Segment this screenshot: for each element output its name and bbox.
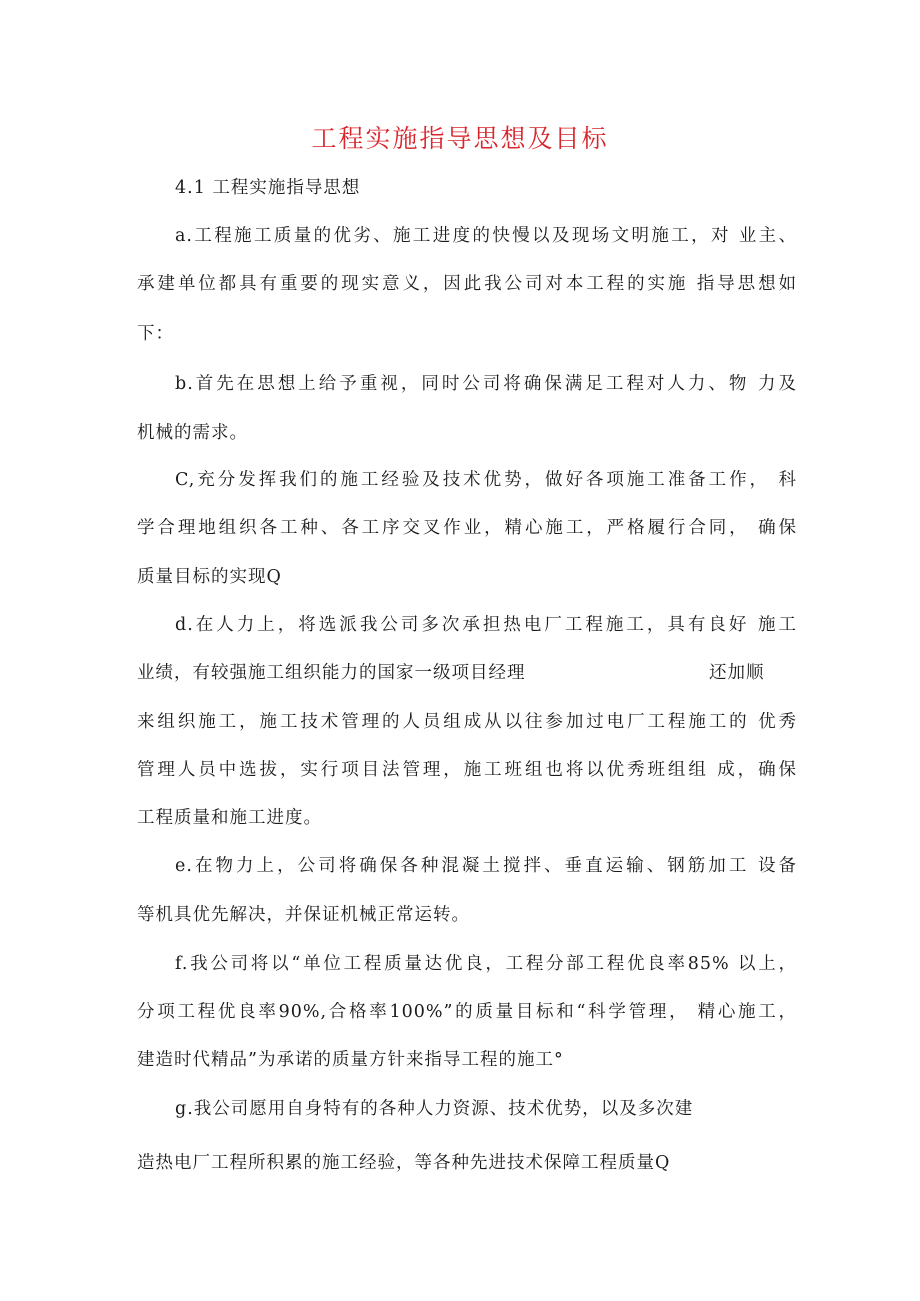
paragraph-c-line-2: 学合理地组织各工种、各工序交叉作业，精心施工，严格履行合同， 确保 <box>137 518 797 538</box>
paragraph-a-line-3: 下： <box>137 324 174 344</box>
document-title: 工程实施指导思想及目标 <box>311 124 609 153</box>
paragraph-d-line-2-right: 还加顺 <box>709 663 765 683</box>
paragraph-a-line-2: 承建单位都具有重要的现实意义，因此我公司对本工程的实施 指导思想如 <box>137 274 797 294</box>
section-heading: 4.1 工程实施指导思想 <box>175 178 361 198</box>
paragraph-c-line-3: 质量目标的实现Q <box>137 567 282 587</box>
paragraph-g-line-1: g.我公司愿用自身特有的各种人力资源、技术优势，以及多次建 <box>175 1099 694 1119</box>
paragraph-g-line-2: 造热电厂工程所积累的施工经验，等各种先进技术保障工程质量Q <box>137 1153 671 1173</box>
paragraph-f-line-3: 建造时代精品”为承诺的质量方针来指导工程的施工° <box>137 1050 564 1070</box>
paragraph-d-line-4: 管理人员中选拔，实行项目法管理，施工班组也将以优秀班组组 成，确保 <box>137 760 797 780</box>
paragraph-b-line-2: 机械的需求。 <box>137 423 248 443</box>
paragraph-b-line-1: b.首先在思想上给予重视，同时公司将确保满足工程对人力、物 力及 <box>175 374 797 394</box>
paragraph-d-line-1: d.在人力上，将选派我公司多次承担热电厂工程施工，具有良好 施工 <box>175 615 797 635</box>
paragraph-d-line-5: 工程质量和施工进度。 <box>137 808 322 828</box>
paragraph-e-line-2: 等机具优先解决，并保证机械正常运转。 <box>137 905 470 925</box>
paragraph-d-line-3: 来组织施工，施工技术管理的人员组成从以往参加过电厂工程施工的 优秀 <box>137 712 797 732</box>
paragraph-a-line-1: a.工程施工质量的优劣、施工进度的快慢以及现场文明施工，对 业主、 <box>175 226 797 246</box>
paragraph-f-line-1: f.我公司将以“单位工程质量达优良，工程分部工程优良率85% 以上， <box>175 954 797 974</box>
paragraph-f-line-2: 分项工程优良率90%,合格率100%”的质量目标和“科学管理， 精心施工， <box>137 1002 797 1022</box>
paragraph-e-line-1: e.在物力上，公司将确保各种混凝土搅拌、垂直运输、钢筋加工 设备 <box>175 856 797 876</box>
paragraph-d-line-2: 业绩，有较强施工组织能力的国家一级项目经理 <box>137 663 526 683</box>
paragraph-c-line-1: C,充分发挥我们的施工经验及技术优势，做好各项施工准备工作， 科 <box>175 470 797 490</box>
